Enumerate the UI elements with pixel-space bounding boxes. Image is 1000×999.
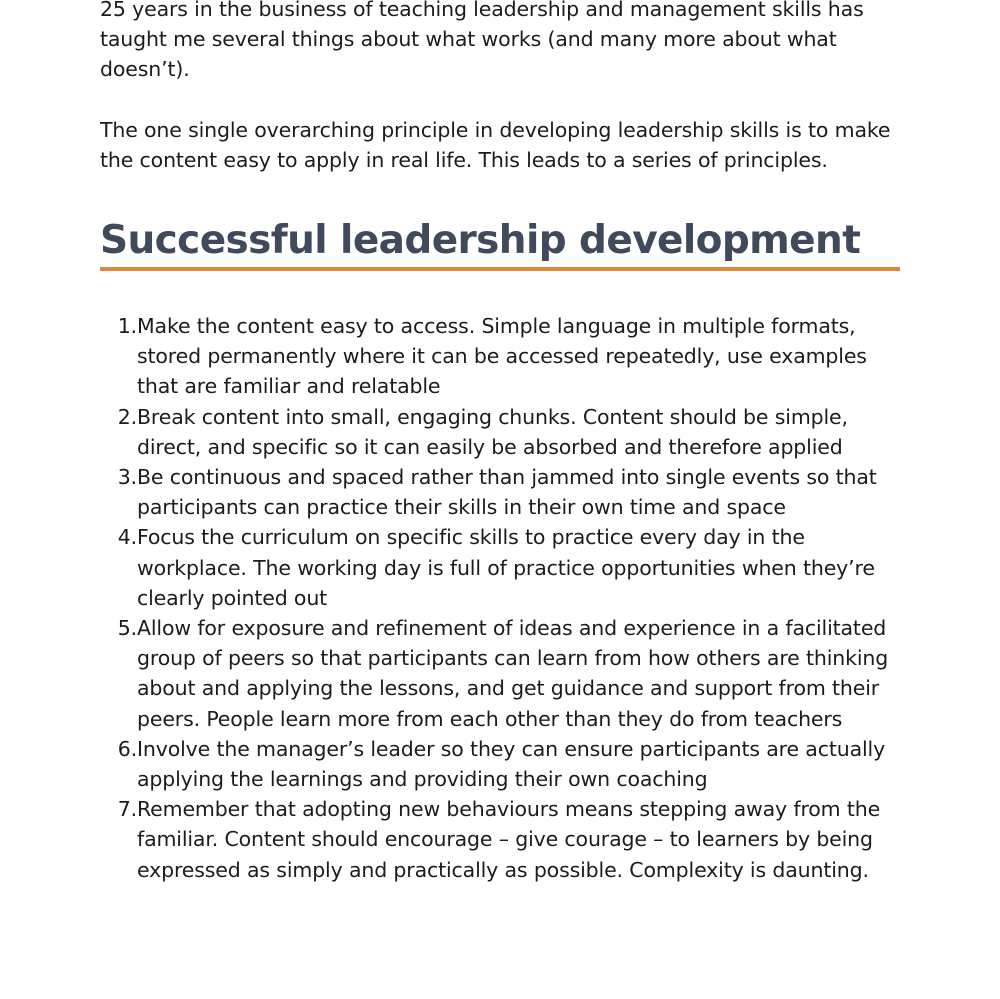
- list-item-text: Allow for exposure and refinement of ideas and experience in a facilitated group of peers so that participants can learn from how others are thinking about and applying the lessons, and get guidance and support from their peers. People learn more from each other than they do from teachers: [137, 616, 889, 731]
- document-page: [100, 0, 910, 885]
- list-item-number: 1.: [117, 314, 137, 339]
- list-item: [100, 402, 910, 462]
- list-item-number: 7.: [117, 797, 137, 822]
- list-item-text: Break content into small, engaging chunks. Content should be simple, direct, and specific so it can easily be absorbed and therefore applied: [137, 404, 848, 459]
- list-item-number: 4.: [117, 525, 137, 550]
- principles-list: [100, 311, 910, 885]
- list-item: [100, 794, 910, 885]
- list-item: [100, 311, 910, 402]
- section-heading: Successful leadership development: [100, 218, 861, 264]
- list-item-text: Be continuous and spaced rather than jammed into single events so that participants can practice their skills in their own time and space: [137, 465, 877, 520]
- intro-paragraph-1: 25 years in the business of teaching leadership and management skills has taught me several things about what works (and many more about what doesn’t).: [100, 0, 864, 82]
- intro-paragraph-2: The one single overarching principle in developing leadership skills is to make the content easy to apply in real life. This leads to a series of principles.: [100, 117, 891, 172]
- list-item-number: 3.: [117, 465, 137, 490]
- list-item-text: Make the content easy to access. Simple language in multiple formats, stored permanently where it can be accessed repeatedly, use examples that are familiar and relatable: [137, 314, 867, 399]
- list-item-number: 5.: [117, 616, 137, 641]
- list-item-number: 2.: [117, 404, 137, 429]
- list-item-number: 6.: [117, 736, 137, 761]
- list-item: [100, 462, 910, 522]
- list-item: [100, 734, 910, 794]
- list-item: [100, 613, 910, 734]
- list-item-text: Remember that adopting new behaviours means stepping away from the familiar. Content should encourage – give courage – to learners by being expressed as simply and practically as possible. Complexity is daunting.: [137, 797, 881, 882]
- list-item-text: Involve the manager’s leader so they can ensure participants are actually applying the learnings and providing their own coaching: [137, 736, 886, 792]
- list-item-text: Focus the curriculum on specific skills to practice every day in the workplace. The working day is full of practice opportunities when they’re clearly pointed out: [137, 525, 875, 610]
- section-heading-underline: [100, 215, 900, 271]
- list-item: [100, 522, 910, 613]
